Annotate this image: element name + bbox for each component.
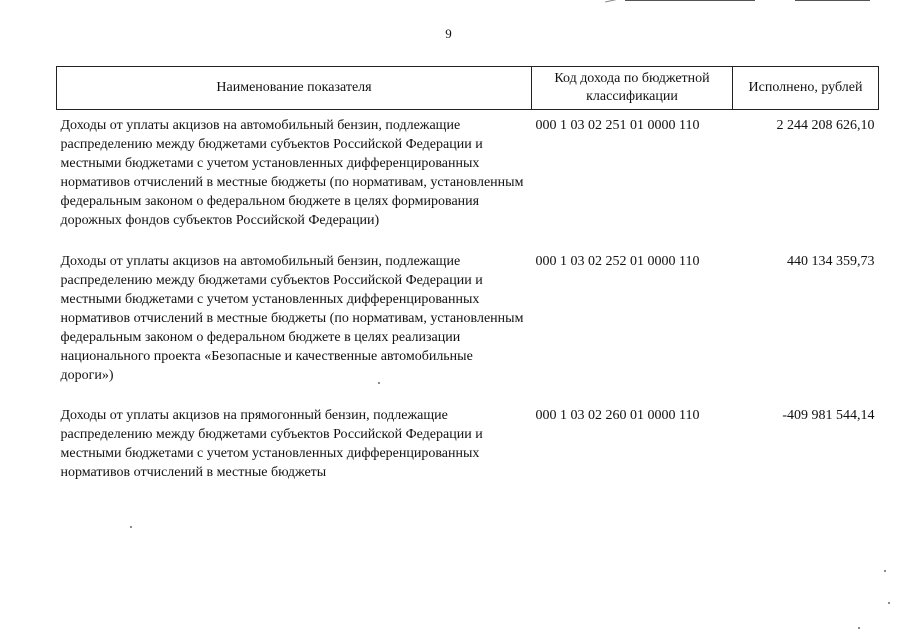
scan-marks (595, 0, 885, 4)
row-indicator-name: Доходы от уплаты акцизов на автомобильный бензин, подлежащие распределению между бюджетами субъектов Российской Федерации и местными бюджетами с учетом установленных дифференцированных нормативов отчислений в местные бюджеты (по нормативам, установленным федеральным законом о федеральном бюджете в целях формирования дорожных фондов субъектов Российской Федерации) (60, 118, 524, 228)
page-number-text: 9 (445, 26, 452, 41)
page-number (0, 26, 905, 42)
row-revenue-code: 000 1 03 02 251 01 0000 110 (535, 118, 700, 133)
row-revenue-code: 000 1 03 02 260 01 0000 110 (535, 408, 700, 423)
header-indicator-name: Наименование показателя (57, 67, 532, 110)
row-executed-amount: 440 134 359,73 (787, 254, 875, 269)
row-revenue-code: 000 1 03 02 252 01 0000 110 (535, 254, 700, 269)
row-indicator-name: Доходы от уплаты акцизов на прямогонный бензин, подлежащие распределению между бюджетами субъектов Российской Федерации и местными бюджетами с учетом установленных дифференцированных нормативов отчислений в местные бюджеты (60, 408, 483, 480)
revenue-table (56, 66, 879, 482)
table-row (57, 385, 879, 482)
row-executed-amount: 2 244 208 626,10 (776, 118, 875, 133)
row-indicator-name: Доходы от уплаты акцизов на автомобильный бензин, подлежащие распределению между бюджетами субъектов Российской Федерации и местными бюджетами с учетом установленных дифференцированных нормативов отчислений в местные бюджеты (по нормативам, установленным федеральным законом о федеральном бюджете в целях реализации национального проекта «Безопасные и качественные автомобильные дороги») (60, 254, 524, 383)
row-executed-amount: -409 981 544,14 (782, 408, 875, 423)
header-revenue-code: Код дохода по бюджетной классификации (532, 67, 733, 110)
header-executed: Исполнено, рублей (733, 67, 879, 110)
table-header-row (57, 67, 879, 110)
table-row (57, 230, 879, 385)
table-row (57, 110, 879, 231)
